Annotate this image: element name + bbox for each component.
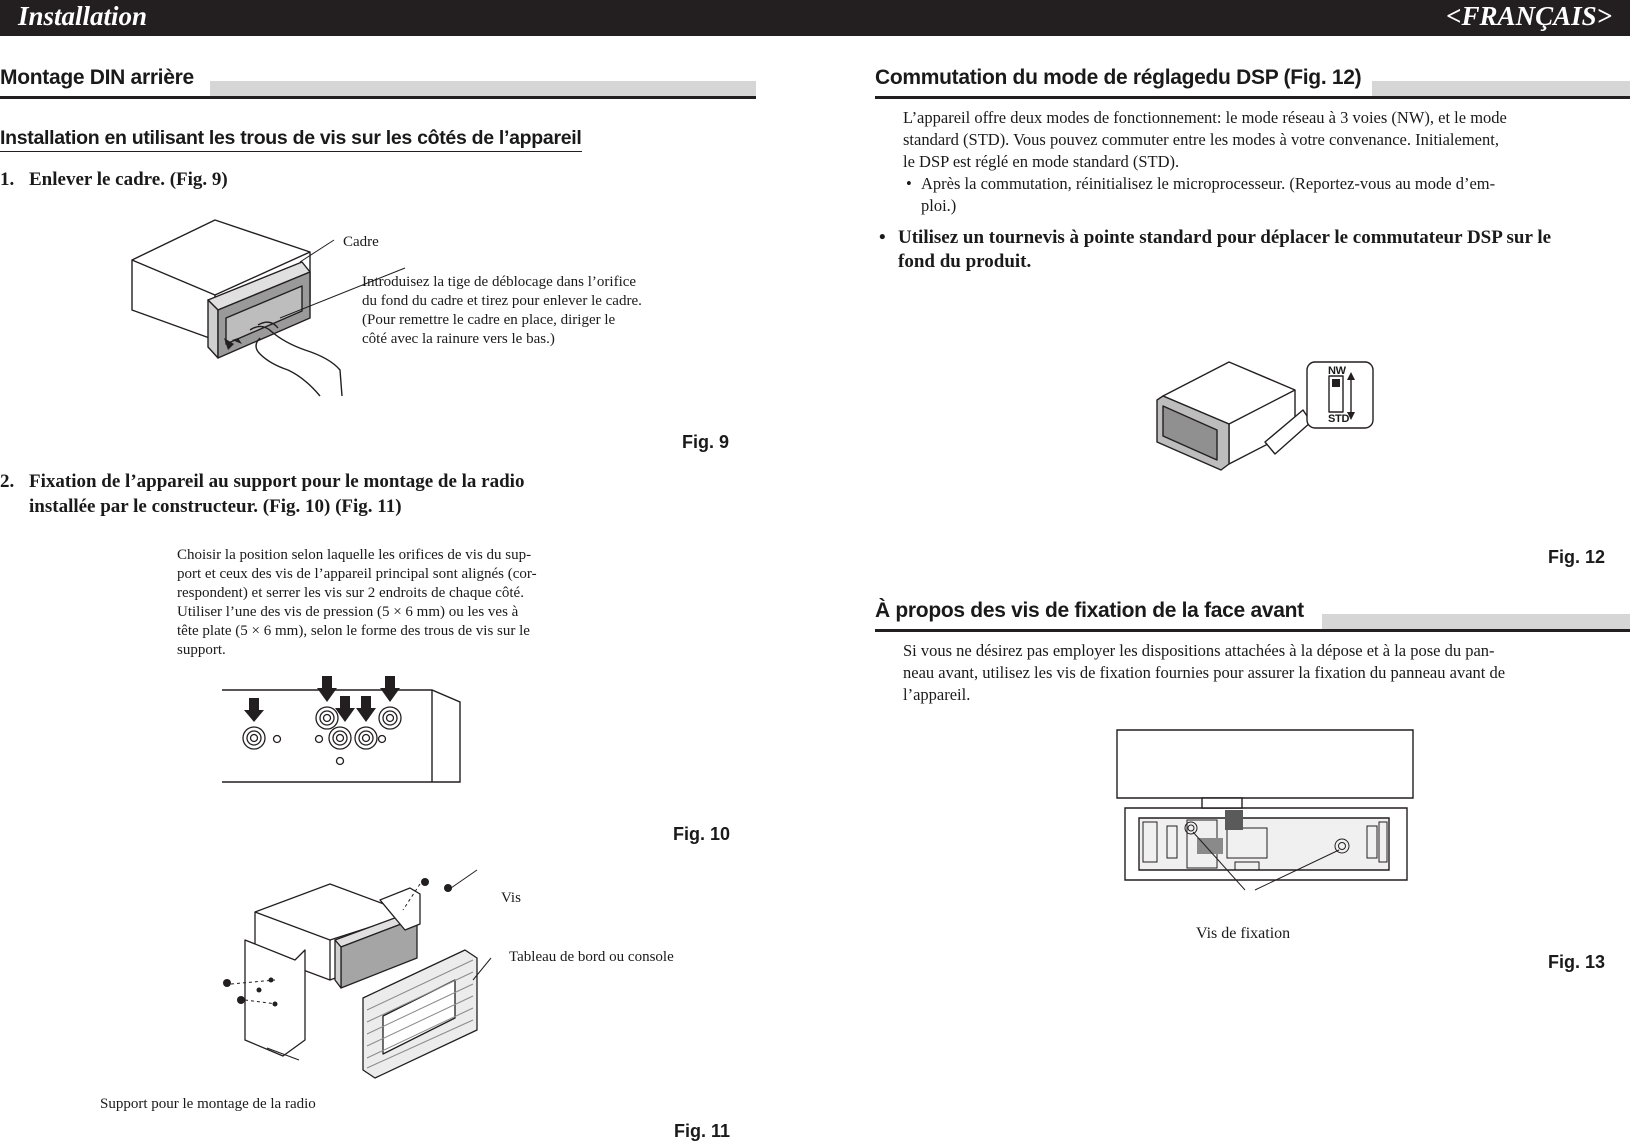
step-number: 2.	[0, 471, 15, 492]
fig10-note-line: Utiliser l’une des vis de pression (5 × 6 mm) ou les ves à	[177, 604, 519, 620]
fig10-illustration	[222, 676, 462, 794]
dsp-paragraph-line: L’appareil offre deux modes de fonctionnement: le mode réseau à 3 voies (NW), et le mode	[903, 108, 1507, 127]
dsp-bullet-line: Après la commutation, réinitialisez le microprocesseur. (Reportez-vous au mode d’em-	[921, 174, 1496, 193]
section-band	[1322, 614, 1630, 629]
fig10-label: Fig. 10	[673, 824, 731, 844]
section-title-din: Montage DIN arrière	[0, 66, 194, 89]
fig10-note-line: port et ceux des vis de l’appareil principal sont alignés (cor-	[177, 566, 537, 582]
fig9-illustration	[120, 210, 380, 400]
fig13-illustration	[1117, 730, 1415, 890]
step-text	[29, 469, 524, 519]
step-2	[0, 469, 740, 521]
dsp-bullet-text	[921, 173, 1601, 217]
section-rule	[875, 629, 1630, 632]
section-title-dsp: Commutation du mode de réglagedu DSP (Fig. 12)	[875, 66, 1362, 89]
dsp-bold-bullet-text	[898, 226, 1618, 274]
step-1	[0, 167, 740, 193]
screws-paragraph	[903, 640, 1613, 706]
header-title: Installation	[18, 1, 148, 31]
screws-paragraph-line: Si vous ne désirez pas employer les dispositions attachées à la dépose et à la pose du pan-	[903, 641, 1495, 660]
fig10-note	[177, 546, 597, 660]
fig10-note-line: tête plate (5 × 6 mm), selon le forme des trous de vis sur le	[177, 623, 530, 639]
dsp-bullet	[903, 173, 1613, 217]
switch-nw-label: NW	[1328, 365, 1346, 377]
fig9-note	[362, 273, 692, 349]
fig13-label: Fig. 13	[1548, 952, 1606, 972]
subsection-title: Installation en utilisant les trous de vis sur les côtés de l’appareil	[0, 127, 582, 152]
fig9-note-line: côté avec la rainure vers le bas.)	[362, 331, 555, 347]
step-text: Enlever le cadre. (Fig. 9)	[29, 169, 228, 190]
bullet-marker: •	[879, 227, 886, 248]
section-band	[1372, 81, 1630, 96]
fig11-dash-label: Tableau de bord ou console	[509, 949, 674, 965]
fig10-note-line: respondent) et serrer les vis sur 2 endroits de chaque côté.	[177, 585, 524, 601]
header-bar	[0, 0, 1630, 36]
section-title-screws: À propos des vis de fixation de la face avant	[875, 599, 1304, 622]
step-text-line: Fixation de l’appareil au support pour le montage de la radio	[29, 471, 525, 492]
fig9-label: Fig. 9	[682, 432, 730, 452]
switch-std-label: STD	[1328, 413, 1350, 425]
dsp-bold-bullet-line: Utilisez un tournevis à pointe standard pour déplacer le commutateur DSP sur le	[898, 227, 1552, 248]
fig9-note-line: du fond du cadre et tirez pour enlever le cadre.	[362, 293, 642, 309]
step-number: 1.	[0, 169, 15, 190]
dsp-bold-bullet	[879, 226, 1619, 276]
screws-paragraph-line: l’appareil.	[903, 685, 971, 704]
dsp-bullet-line: ploi.)	[921, 196, 957, 215]
fig9-note-line: Introduisez la tige de déblocage dans l’orifice	[362, 274, 637, 290]
fig11-label: Fig. 11	[674, 1121, 731, 1141]
fig13-screw-label: Vis de fixation	[1196, 925, 1291, 942]
fig10-note-line: Choisir la position selon laquelle les orifices de vis du sup-	[177, 547, 532, 563]
dsp-bold-bullet-line: fond du produit.	[898, 251, 1032, 272]
fig11-bracket-label: Support pour le montage de la radio	[100, 1096, 316, 1112]
screws-paragraph-line: neau avant, utilisez les vis de fixation fournies pour assurer la fixation du panneau avant de	[903, 663, 1506, 682]
fig9-note-line: (Pour remettre le cadre en place, diriger le	[362, 312, 616, 328]
bullet-marker: •	[906, 174, 912, 193]
fig12-label: Fig. 12	[1548, 547, 1606, 567]
dsp-paragraph	[903, 107, 1613, 173]
fig11-screw-label: Vis	[501, 890, 521, 906]
dsp-paragraph-line: le DSP est réglé en mode standard (STD).	[903, 152, 1180, 171]
dsp-paragraph-line: standard (STD). Vous pouvez commuter entre les modes à votre convenance. Initialement,	[903, 130, 1499, 149]
step-text-line: installée par le constructeur. (Fig. 10) (Fig. 11)	[29, 496, 402, 517]
section-rule	[875, 96, 1630, 99]
fig9-frame-label: Cadre	[343, 234, 379, 250]
section-band	[210, 81, 756, 96]
header-language: <FRANÇAIS>	[1446, 1, 1612, 31]
fig10-note-line: support.	[177, 642, 226, 658]
section-rule	[0, 96, 756, 99]
fig11-illustration	[215, 880, 505, 1090]
